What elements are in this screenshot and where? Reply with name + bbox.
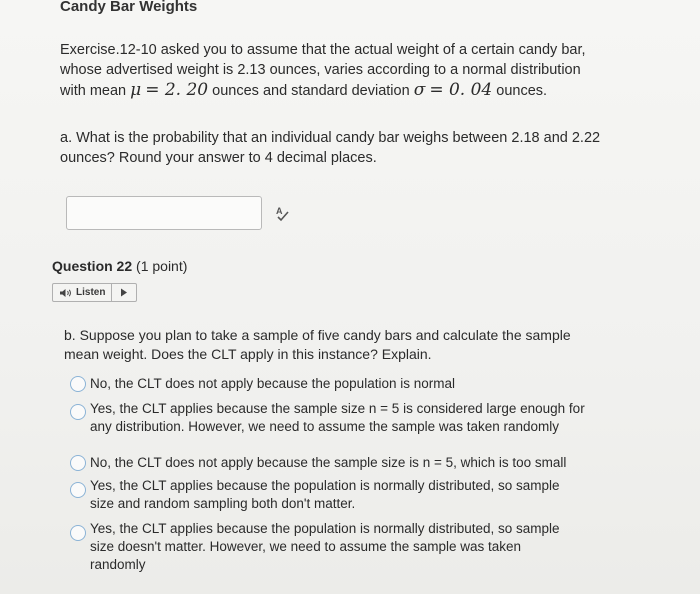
radio-option-4[interactable] [70,482,86,498]
option-3-line-1: No, the CLT does not apply because the sample size is n = 5, which is too small [90,455,567,470]
part-a-line-2: ounces? Round your answer to 4 decimal places. [60,150,377,166]
exercise-line-1: Exercise.12-10 asked you to assume that the actual weight of a certain candy bar, [60,42,586,58]
option-4-line-1: Yes, the CLT applies because the population is normally distributed, so sample [90,478,560,493]
listen-label: Listen [76,287,106,298]
listen-label-area[interactable] [53,284,112,301]
radio-option-5[interactable] [70,525,86,541]
answer-input[interactable] [66,196,262,230]
mu-value: = 2. 20 [145,80,209,100]
exercise-line-3 [60,80,630,101]
exercise-line-3-prefix: with mean [60,83,127,99]
play-icon [120,288,128,297]
part-b-line-1: b. Suppose you plan to take a sample of five candy bars and calculate the sample [64,327,571,343]
exercise-text [60,40,630,101]
part-a-line-1: a. What is the probability that an individual candy bar weighs between 2.18 and 2.22 [60,130,601,146]
radio-option-1[interactable] [70,376,86,392]
play-button[interactable] [112,284,136,301]
question-label: Question 22 [52,258,133,274]
part-b-question [64,326,624,364]
option-4-line-2: size and random sampling both don't matter. [90,496,356,511]
option-3-label [90,454,620,472]
sigma-value: = 0. 04 [429,80,493,100]
option-5-line-2: size doesn't matter. However, we need to assume the sample was taken [90,539,522,554]
page-title: Candy Bar Weights [60,0,198,15]
radio-option-2[interactable] [70,404,86,420]
sigma-symbol: σ [413,80,426,100]
speaker-icon [59,288,73,298]
radio-option-3[interactable] [70,455,86,471]
option-5-label [90,520,620,574]
mu-symbol: μ [130,80,142,100]
listen-button[interactable] [52,283,137,302]
question-points: (1 point) [136,258,188,274]
option-4-label [90,477,620,513]
part-b-line-2: mean weight. Does the CLT apply in this instance? Explain. [64,346,432,362]
option-5-line-1: Yes, the CLT applies because the population is normally distributed, so sample [90,521,560,536]
option-2-line-2: any distribution. However, we need to assume the sample was taken randomly [90,419,559,434]
svg-text:A: A [276,206,283,216]
part-a-question [60,128,640,168]
option-2-line-1: Yes, the CLT applies because the sample size n = 5 is considered large enough for [90,401,585,416]
option-5-line-3: randomly [90,557,146,572]
spellcheck-icon[interactable] [274,205,292,223]
exercise-line-2: whose advertised weight is 2.13 ounces, varies according to a normal distribution [60,62,581,78]
option-2-label [90,400,620,436]
exercise-line-3-suffix: ounces. [496,83,548,99]
exercise-line-3-mid: ounces and standard deviation [212,83,410,99]
question-header [52,258,187,274]
option-1-label [90,375,620,393]
option-1-line-1: No, the CLT does not apply because the population is normal [90,376,455,391]
